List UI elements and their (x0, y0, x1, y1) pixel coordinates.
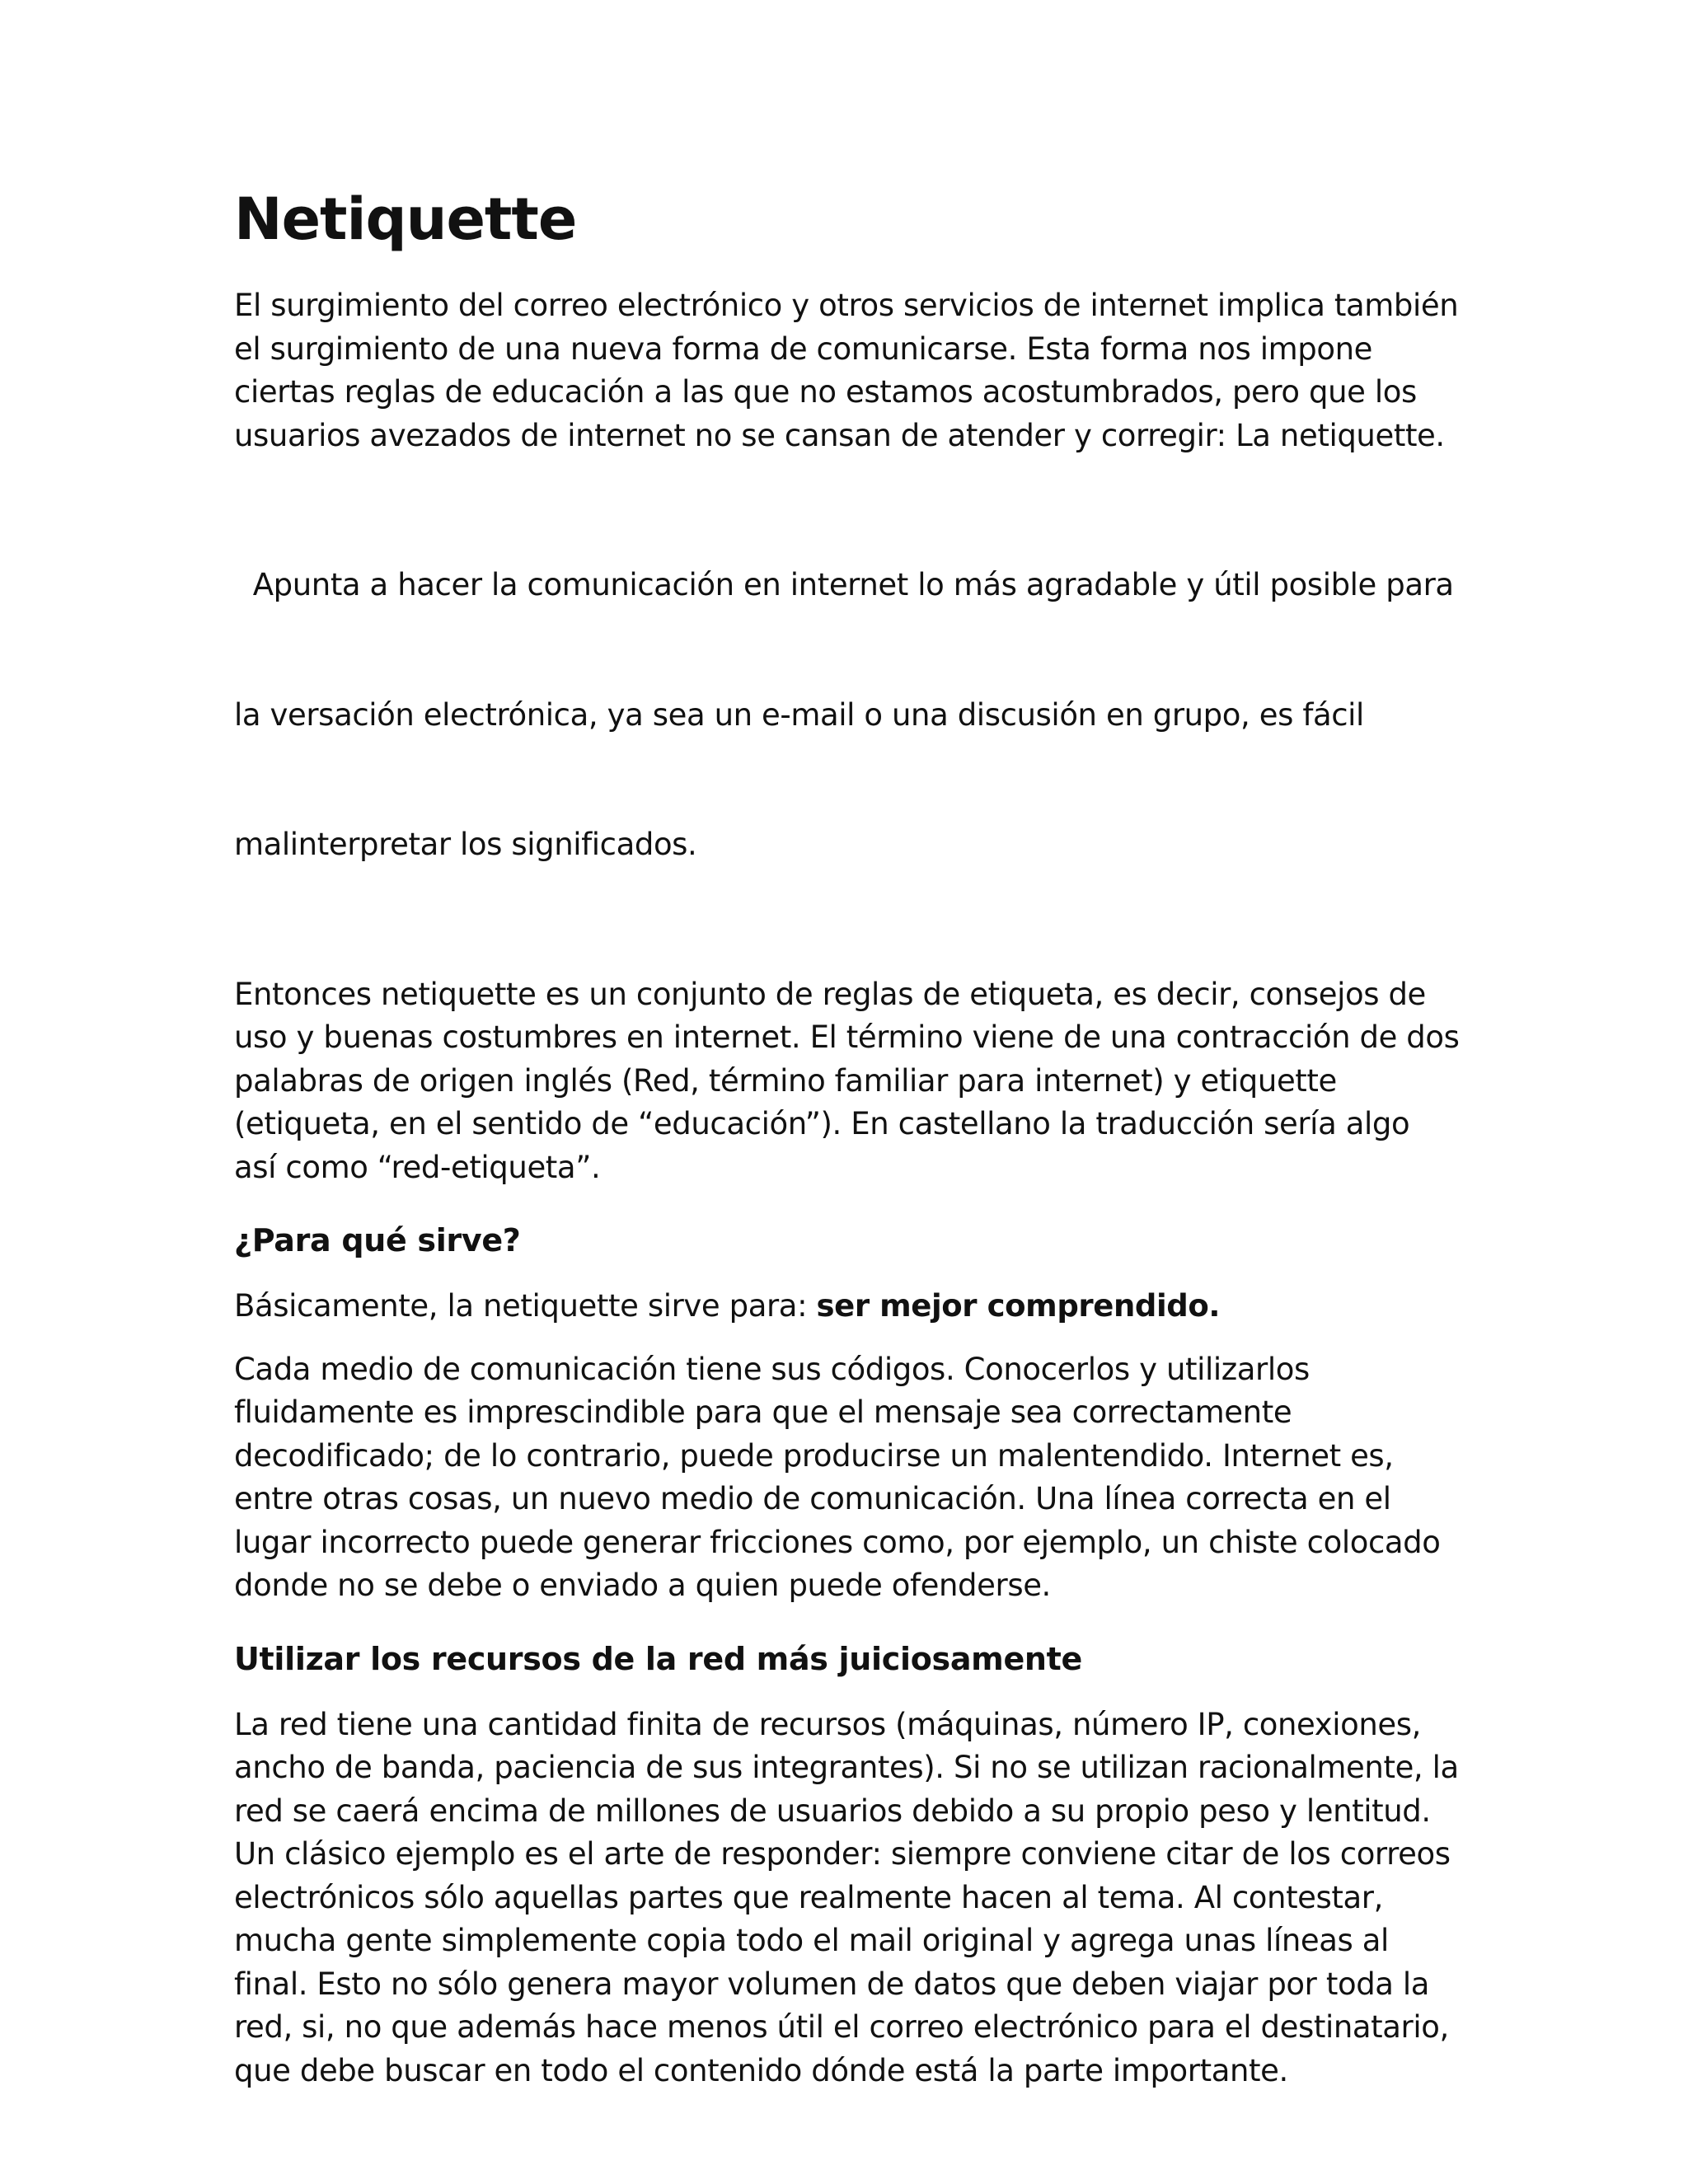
text-line: ancho de banda, paciencia de sus integrantes). Si no se utilizan racionalmente, la (234, 1750, 1459, 1785)
text-line: decodificado; de lo contrario, puede producirse un malentendido. Internet es, (234, 1437, 1394, 1474)
text-line: el surgimiento de una nueva forma de comunicarse. Esta forma nos impone (234, 330, 1373, 367)
text-line: El surgimiento del correo electrónico y otros servicios de internet implica también (234, 288, 1459, 323)
purpose-paragraph (234, 477, 1487, 954)
text-line: Entonces netiquette es un conjunto de reglas de etiqueta, es decir, consejos de (234, 976, 1426, 1012)
page-title: Netiquette (234, 185, 577, 253)
summary-emphasis: ser mejor comprendido. (816, 1288, 1221, 1324)
text-line: red se caerá encima de millones de usuarios debido a su propio peso y lentitud. (234, 1793, 1431, 1829)
section-heading-purpose: ¿Para qué sirve? (234, 1222, 521, 1258)
text-line: que debe buscar en todo el contenido dónde está la parte importante. (234, 2052, 1288, 2088)
text-line: donde no se debe o enviado a quien puede ofenderse. (234, 1568, 1051, 1603)
text-line: ciertas reglas de educación a las que no estamos acostumbrados, pero que los (234, 374, 1417, 410)
text-line: palabras de origen inglés (Red, término familiar para internet) y etiquette (234, 1062, 1337, 1099)
text-line: así como “red-etiqueta”. (234, 1149, 601, 1185)
document-body (234, 185, 1487, 2112)
text-line: (etiqueta, en el sentido de “educación”). En castellano la traducción sería algo (234, 1106, 1410, 1141)
text-line: fluidamente es imprescindible para que el mensaje sea correctamente (234, 1394, 1292, 1430)
resources-paragraph (234, 1704, 1487, 2093)
section-heading-resources: Utilizar los recursos de la red más juiciosamente (234, 1640, 1083, 1677)
text-line: La red tiene una cantidad finita de recursos (máquinas, número IP, conexiones, (234, 1706, 1422, 1742)
text-line: entre otras cosas, un nuevo medio de comunicación. Una línea correcta en el (234, 1481, 1391, 1516)
text-line: mucha gente simplemente copia todo el mail original y agrega unas líneas al (234, 1923, 1389, 1958)
text-line (234, 1285, 1487, 1329)
text-line: final. Esto no sólo genera mayor volumen de datos que deben viajar por toda la (234, 1966, 1430, 2002)
intro-paragraph (234, 284, 1487, 457)
text-line: la versación electrónica, ya sea un e-mail o una discusión en grupo, es fácil (234, 696, 1364, 733)
codes-paragraph (234, 1348, 1487, 1608)
text-line: Un clásico ejemplo es el arte de responder: siempre conviene citar de los correos (234, 1836, 1451, 1872)
text-line: uso y buenas costumbres en internet. El término viene de una contracción de dos (234, 1019, 1460, 1055)
text-line: usuarios avezados de internet no se cansan de atender y corregir: La netiquette. (234, 417, 1445, 453)
purpose-summary (234, 1285, 1487, 1329)
text-line: electrónicos sólo aquellas partes que realmente hacen al tema. Al contestar, (234, 1879, 1383, 1915)
text-line: Cada medio de comunicación tiene sus códigos. Conocerlos y utilizarlos (234, 1351, 1310, 1387)
summary-prefix: Básicamente, la netiquette sirve para: (234, 1288, 817, 1324)
text-line: Apunta a hacer la comunicación en internet lo más agradable y útil posible para (234, 567, 1454, 602)
definition-paragraph (234, 973, 1487, 1190)
text-line: lugar incorrecto puede generar fricciones como, por ejemplo, un chiste colocado (234, 1524, 1441, 1560)
text-line: malinterpretar los significados. (234, 827, 697, 862)
text-line: red, si, no que además hace menos útil el correo electrónico para el destinatario, (234, 2009, 1449, 2045)
